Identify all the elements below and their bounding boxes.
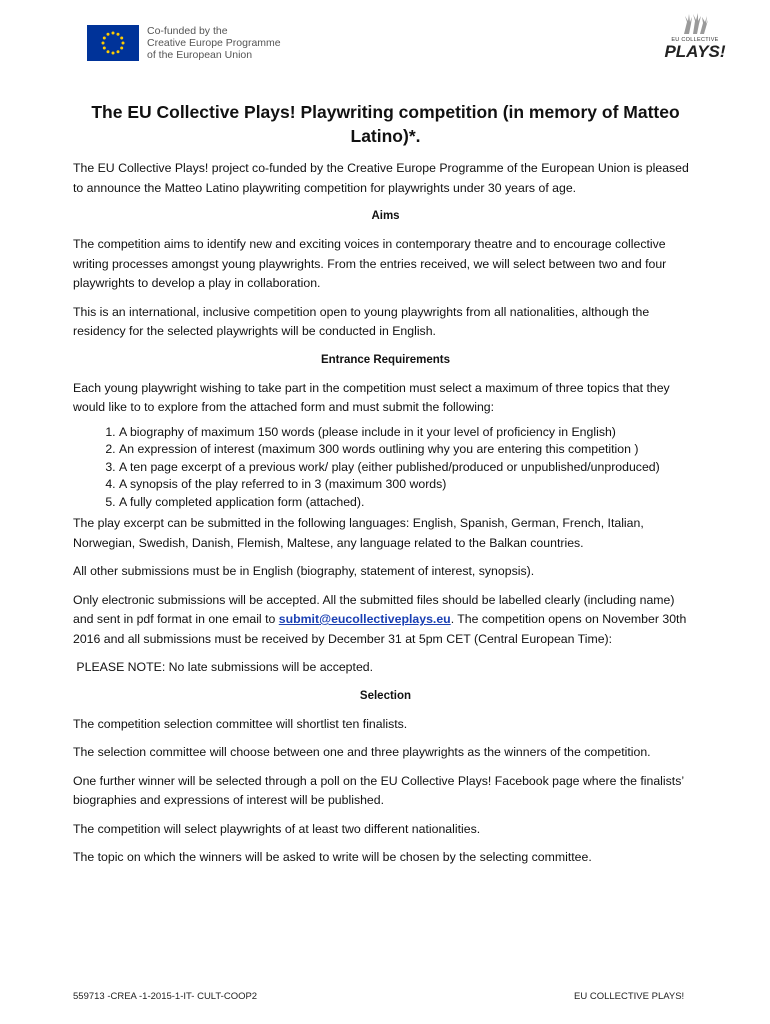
logo-small-text: EU COLLECTIVE [671,37,719,43]
footer-project-name: EU COLLECTIVE PLAYS! [574,991,685,1002]
selection-paragraph-5: The topic on which the winners will be asked to write will be chosen by the selecting committee. [73,850,592,864]
intro-paragraph: The EU Collective Plays! project co-funded by the Creative Europe Programme of the European Union is pleased to announce the Matteo Latino playwriting competition for playwrights under 30 years of age. [73,161,689,195]
requirements-list [73,424,698,512]
cofund-line-2: Creative Europe Programme [147,37,281,49]
selection-heading: Selection [359,689,412,702]
submit-email-link[interactable]: submit@eucollectiveplays.eu [278,612,451,626]
page-title: The EU Collective Plays! Playwriting competition (in memory of Matteo Latino)*. [91,102,680,146]
selection-paragraph-2: The selection committee will choose between one and three playwrights as the winners of the competition. [73,745,651,759]
cofund-text [147,25,281,61]
requirements-heading: Entrance Requirements [320,353,451,366]
please-note-paragraph: PLEASE NOTE: No late submissions will be accepted. [73,660,374,674]
submission-text-after: . The competition opens on November 30th 2016 and all submissions must be received by December 31 at 5pm CET (Central European Time): [73,612,687,646]
list-item: 4. A synopsis of the play referred to in 3 (maximum 300 words) [119,476,698,494]
submission-paragraph [73,591,698,650]
eu-flag-icon [87,25,139,61]
english-note-paragraph: All other submissions must be in English (biography, statement of interest, synopsis). [73,564,535,578]
list-item: 2. An expression of interest (maximum 300 words outlining why you are entering this competition ) [119,441,698,459]
submission-text-before: Only electronic submissions will be accepted. All the submitted files should be labelled clearly (including name) and sent in pdf format in one email to [73,592,675,626]
eu-collective-plays-logo [660,12,730,72]
list-item: 5. A fully completed application form (attached). [119,494,698,512]
cofund-line-1: Co-funded by the [147,25,228,37]
footer-project-code: 559713 -CREA -1-2015-1-IT- CULT-COOP2 [73,991,258,1002]
hands-logo-icon [678,12,712,36]
selection-paragraph-1: The competition selection committee will shortlist ten finalists. [73,716,408,731]
aims-paragraph-1: The competition aims to identify new and exciting voices in contemporary theatre and to encourage collective writing processes amongst young playwrights. From the entries received, we will select between two and four playwrights to develop a play in collaboration. [73,237,667,290]
selection-paragraph-4: The competition will select playwrights of at least two different nationalities. [73,821,481,836]
languages-paragraph: The play excerpt can be submitted in the following languages: English, Spanish, German, French, Italian, Norwegian, Swedish, Danish, Flemish, Maltese, any language related to the Balkan countries. [73,516,644,550]
selection-paragraph-3: One further winner will be selected through a poll on the EU Collective Plays! Facebook page where the finalists’ biographies and expressions of interest will be published. [73,773,684,807]
page-header [0,0,770,90]
document-body [73,100,698,877]
list-item: 1. A biography of maximum 150 words (please include in it your level of proficiency in English) [119,424,698,442]
aims-heading: Aims [371,210,400,222]
cofund-line-3: of the European Union [147,49,253,61]
list-item: 3. A ten page excerpt of a previous work/ play (either published/produced or unpublished/unproduced) [119,459,698,477]
requirements-intro: Each young playwright wishing to take part in the competition must select a maximum of three topics that they would like to to explore from the attached form and must submit the following: [73,380,670,414]
aims-paragraph-2: This is an international, inclusive competition open to young playwrights from all nationalities, although the residency for the selected playwrights will be conducted in English. [73,304,650,338]
logo-big-text: PLAYS! [664,42,726,61]
